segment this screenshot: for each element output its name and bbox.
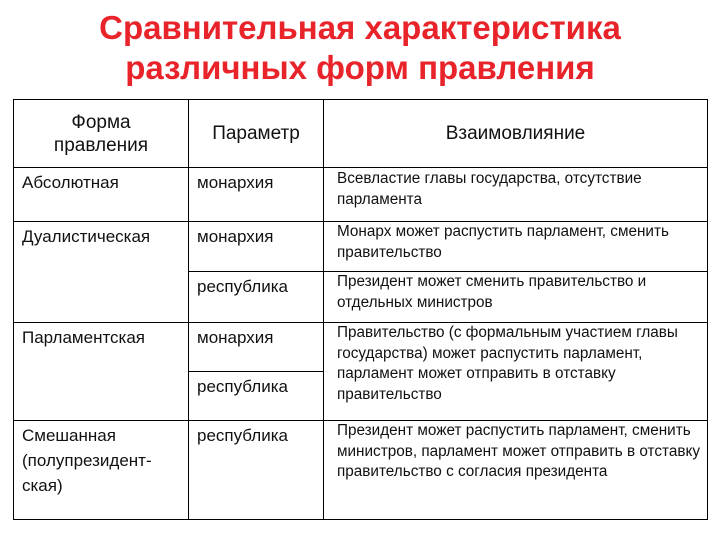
parameter-cell: республика: [189, 421, 324, 520]
form-cell: Смешанная (полупрезидент-ская): [14, 421, 189, 520]
header-form-line-2: правления: [53, 134, 149, 156]
interaction-cell: Монарх может распустить парламент, сменить правительство: [324, 222, 708, 272]
slide-title: [0, 8, 720, 88]
interaction-cell: Президент может распустить парламент, сменить министров, парламент может отправить в отставку правительство с согласия президента: [324, 421, 708, 520]
title-line-1: Сравнительная характеристика: [99, 9, 621, 46]
header-interaction: Взаимовлияние: [324, 100, 708, 168]
form-cell: Парламентская: [14, 323, 189, 421]
interaction-cell: Всевластие главы государства, отсутствие парламента: [324, 168, 708, 222]
table-row: [14, 222, 708, 272]
parameter-cell: республика: [189, 272, 324, 323]
parameter-cell: монархия: [189, 222, 324, 272]
table-row: [14, 168, 708, 222]
parameter-cell: монархия: [189, 168, 324, 222]
header-parameter: Параметр: [189, 100, 324, 168]
interaction-cell: Правительство (с формальным участием главы государства) может распустить парламент, парламент может отправить в отставку правительство: [324, 323, 708, 421]
table-row: [14, 323, 708, 372]
header-form: [14, 100, 189, 168]
title-line-2: различных форм правления: [125, 49, 595, 86]
parameter-cell: монархия: [189, 323, 324, 372]
table-row: [14, 421, 708, 520]
form-cell: Дуалистическая: [14, 222, 189, 323]
interaction-cell: Президент может сменить правительство и отдельных министров: [324, 272, 708, 323]
parameter-cell: республика: [189, 372, 324, 421]
table-header-row: [14, 100, 708, 168]
form-cell: Абсолютная: [14, 168, 189, 222]
comparison-table: [13, 99, 708, 520]
header-form-line-1: Форма: [71, 111, 131, 133]
